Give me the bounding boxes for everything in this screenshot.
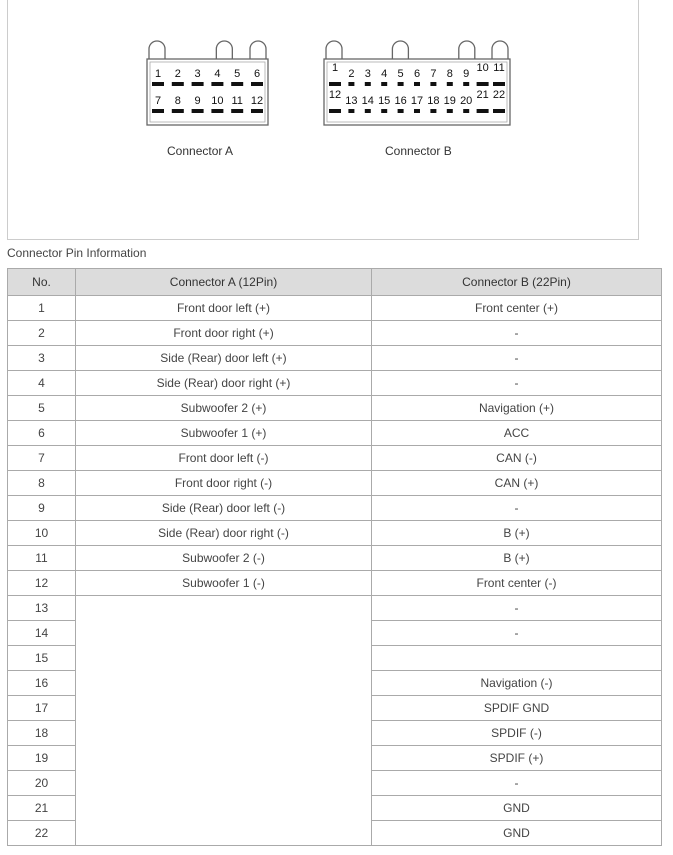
pin-contact <box>447 82 453 86</box>
pin-number: 8 <box>8 471 76 496</box>
pin-number: 17 <box>8 696 76 721</box>
pin-label: 9 <box>194 95 201 107</box>
pin-contact <box>414 109 420 113</box>
connector-a-cell: Subwoofer 2 (+) <box>76 396 372 421</box>
pin-contact <box>365 109 371 113</box>
connector-b-cell: CAN (-) <box>372 446 662 471</box>
pin-contact <box>493 109 505 113</box>
pin-contact <box>463 82 469 86</box>
pin-contact <box>172 82 184 86</box>
connector-b-cell: SPDIF (-) <box>372 721 662 746</box>
pin-number: 4 <box>8 371 76 396</box>
pin-number: 20 <box>8 771 76 796</box>
pin-number: 22 <box>8 821 76 846</box>
connector-b-cell: GND <box>372 821 662 846</box>
table-row <box>8 371 662 396</box>
pin-number: 13 <box>8 596 76 621</box>
connector-b-cell: - <box>372 771 662 796</box>
pin-number: 3 <box>8 346 76 371</box>
pin-label: 4 <box>214 68 221 80</box>
connector-b-cell: CAN (+) <box>372 471 662 496</box>
pin-contact <box>348 109 354 113</box>
pin-label: 14 <box>361 95 374 107</box>
pin-number: 7 <box>8 446 76 471</box>
pin-contact <box>192 82 204 86</box>
table-row <box>8 521 662 546</box>
pin-contact <box>251 82 263 86</box>
connector-b-cell: - <box>372 346 662 371</box>
pin-label: 3 <box>194 68 201 80</box>
pin-contact <box>192 109 204 113</box>
pin-contact <box>348 82 354 86</box>
connector-b-cell: Navigation (+) <box>372 396 662 421</box>
pin-label: 19 <box>443 95 456 107</box>
pin-label: 8 <box>174 95 181 107</box>
pin-contact <box>211 109 223 113</box>
pin-contact <box>477 82 489 86</box>
pin-number: 19 <box>8 746 76 771</box>
pin-contact <box>152 82 164 86</box>
connector-b-cell: - <box>372 621 662 646</box>
connector-a-cell: Side (Rear) door left (+) <box>76 346 372 371</box>
pin-label: 12 <box>250 95 264 107</box>
connector-b-cell <box>372 646 662 671</box>
pin-label: 7 <box>430 68 437 80</box>
pin-label: 6 <box>253 68 261 80</box>
pin-contact <box>477 109 489 113</box>
connector-a-cell: Side (Rear) door left (-) <box>76 496 372 521</box>
table-row <box>8 346 662 371</box>
connector-b-cell: Front center (+) <box>372 296 662 321</box>
pin-contact <box>398 109 404 113</box>
pin-number: 6 <box>8 421 76 446</box>
connector-b-cell: Front center (-) <box>372 571 662 596</box>
table-row <box>8 296 662 321</box>
connector-b-cell: Navigation (-) <box>372 671 662 696</box>
pin-number: 15 <box>8 646 76 671</box>
header-no: No. <box>8 269 76 296</box>
table-row <box>8 321 662 346</box>
connector-b <box>324 41 510 125</box>
pin-number: 18 <box>8 721 76 746</box>
table-row <box>8 471 662 496</box>
pin-number: 2 <box>8 321 76 346</box>
pin-label: 8 <box>446 68 453 80</box>
pin-table <box>7 268 662 846</box>
pin-label: 13 <box>345 95 358 107</box>
pin-label: 6 <box>413 68 421 80</box>
pin-number: 11 <box>8 546 76 571</box>
pin-contact <box>381 109 387 113</box>
connector-b-cell: GND <box>372 796 662 821</box>
pin-number: 16 <box>8 671 76 696</box>
pin-label: 4 <box>381 68 388 80</box>
pin-number: 10 <box>8 521 76 546</box>
pin-label: 9 <box>463 68 470 80</box>
connector-a-cell: Subwoofer 2 (-) <box>76 546 372 571</box>
pin-contact <box>211 82 223 86</box>
pin-label: 3 <box>364 68 371 80</box>
pin-contact <box>430 109 436 113</box>
pin-label: 5 <box>234 68 241 80</box>
pin-contact <box>430 82 436 86</box>
connector-a-caption: Connector A <box>167 144 234 158</box>
pin-label: 11 <box>493 62 505 74</box>
connector-a-cell: Side (Rear) door right (+) <box>76 371 372 396</box>
table-row <box>8 396 662 421</box>
connector-a-cell: Subwoofer 1 (-) <box>76 571 372 596</box>
pin-contact <box>329 109 341 113</box>
table-row <box>8 596 662 621</box>
connector-drawing <box>8 0 638 239</box>
section-title: Connector Pin Information <box>7 246 147 260</box>
table-row <box>8 546 662 571</box>
pin-label: 22 <box>492 89 506 101</box>
pin-contact <box>447 109 453 113</box>
pin-contact <box>329 82 341 86</box>
connector-a-empty-cell <box>76 596 372 846</box>
connector-b-caption: Connector B <box>385 144 452 158</box>
pin-label: 10 <box>211 95 224 107</box>
connector-b-cell: - <box>372 596 662 621</box>
pin-label: 18 <box>427 95 440 107</box>
connector-a-cell: Front door left (+) <box>76 296 372 321</box>
table-row <box>8 421 662 446</box>
pin-contact <box>231 109 243 113</box>
connector-a-cell: Front door right (+) <box>76 321 372 346</box>
connector-a-cell: Front door left (-) <box>76 446 372 471</box>
pin-number: 12 <box>8 571 76 596</box>
pin-number: 21 <box>8 796 76 821</box>
pin-label: 11 <box>231 95 243 107</box>
pin-label: 12 <box>328 89 342 101</box>
connector-b-cell: SPDIF (+) <box>372 746 662 771</box>
pin-contact <box>414 82 420 86</box>
pin-contact <box>493 82 505 86</box>
connector-b-cell: B (+) <box>372 546 662 571</box>
pin-label: 21 <box>476 89 489 101</box>
pin-label: 1 <box>331 62 339 74</box>
connector-b-cell: - <box>372 321 662 346</box>
header-connector-a: Connector A (12Pin) <box>76 269 372 296</box>
pin-number: 5 <box>8 396 76 421</box>
pin-contact <box>251 109 263 113</box>
connector-a-cell: Front door right (-) <box>76 471 372 496</box>
table-row <box>8 446 662 471</box>
pin-number: 14 <box>8 621 76 646</box>
connector-diagram <box>7 0 639 240</box>
connector-b-cell: ACC <box>372 421 662 446</box>
pin-label: 20 <box>460 95 473 107</box>
pin-label: 2 <box>348 68 355 80</box>
pin-label: 10 <box>476 62 489 74</box>
pin-label: 7 <box>154 95 162 107</box>
pin-number: 9 <box>8 496 76 521</box>
pin-label: 17 <box>410 95 424 107</box>
table-row <box>8 571 662 596</box>
pin-label: 1 <box>154 68 162 80</box>
pin-contact <box>463 109 469 113</box>
pin-number: 1 <box>8 296 76 321</box>
pin-label: 15 <box>378 95 391 107</box>
pin-label: 5 <box>397 68 404 80</box>
connector-b-cell: - <box>372 496 662 521</box>
pin-label: 2 <box>174 68 181 80</box>
pin-contact <box>231 82 243 86</box>
connector-b-cell: B (+) <box>372 521 662 546</box>
pin-contact <box>398 82 404 86</box>
connector-a <box>147 41 268 125</box>
connector-b-cell: - <box>372 371 662 396</box>
connector-b-cell: SPDIF GND <box>372 696 662 721</box>
header-connector-b: Connector B (22Pin) <box>372 269 662 296</box>
connector-a-cell: Subwoofer 1 (+) <box>76 421 372 446</box>
pin-contact <box>365 82 371 86</box>
pin-contact <box>152 109 164 113</box>
pin-contact <box>172 109 184 113</box>
pin-contact <box>381 82 387 86</box>
pin-label: 16 <box>394 95 407 107</box>
table-row <box>8 496 662 521</box>
connector-a-cell: Side (Rear) door right (-) <box>76 521 372 546</box>
